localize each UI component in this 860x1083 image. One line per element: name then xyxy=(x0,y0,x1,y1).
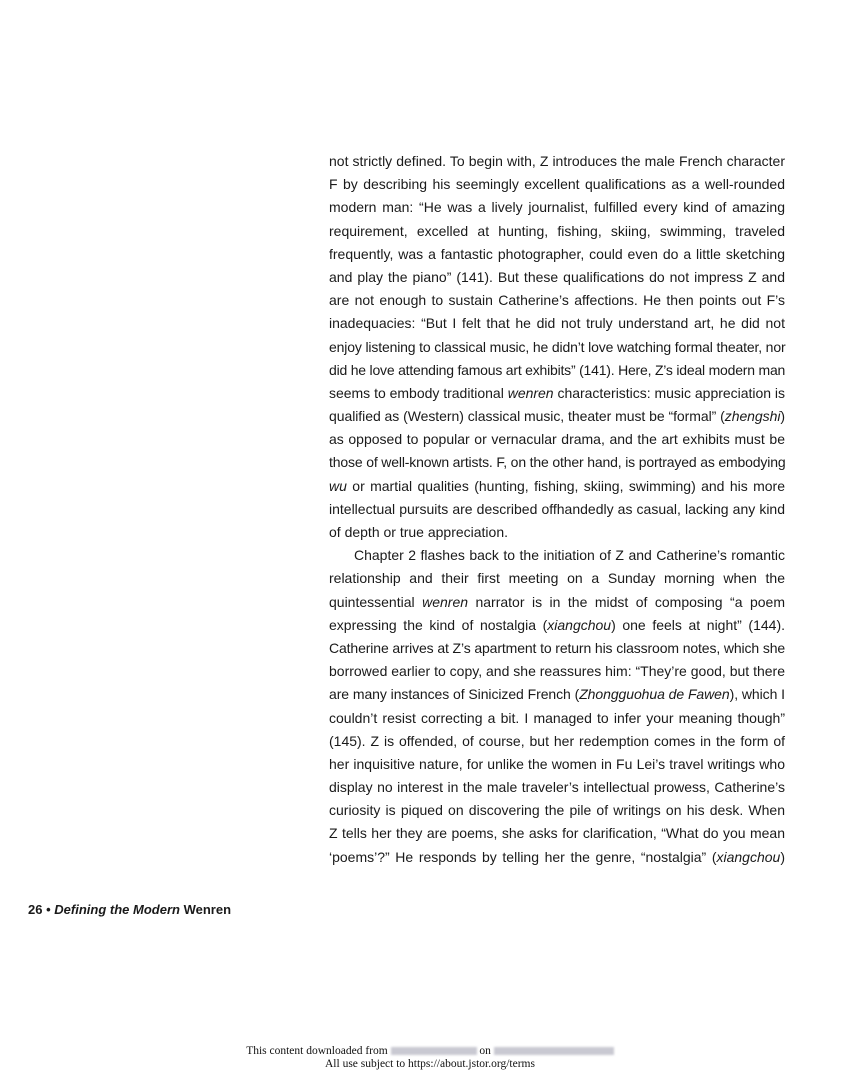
text-segment: ) one feels at night” (144). xyxy=(611,616,785,633)
text-line xyxy=(329,591,785,614)
italic-term: xiangchou xyxy=(716,848,781,865)
text-line xyxy=(329,846,785,869)
text-line xyxy=(329,289,785,312)
text-segment: intellectual pursuits are described offhandedly as casual, lacking any kind xyxy=(329,500,785,517)
text-segment: qualified as (Western) classical music, theater must be “formal” ( xyxy=(329,408,725,425)
text-segment: did he love attending famous art exhibits” (141). Here, Z’s ideal modern man xyxy=(329,361,786,378)
text-line xyxy=(329,567,785,590)
italic-term: Zhongguohua de Fawen xyxy=(579,686,730,703)
text-segment: expressing the kind of nostalgia ( xyxy=(329,616,548,633)
text-segment: are not enough to sustain Catherine’s affections. He then points out F’s xyxy=(329,292,785,309)
text-segment: those of well-known artists. F, on the other hand, is portrayed as embodying xyxy=(329,454,786,471)
download-line xyxy=(0,1045,860,1058)
text-line xyxy=(329,173,785,196)
text-segment: inadequacies: “But I felt that he did not truly understand art, he did not xyxy=(329,315,785,332)
text-line xyxy=(329,405,785,428)
italic-term: wenren xyxy=(422,593,469,610)
text-segment: of depth or true appreciation. xyxy=(329,524,509,540)
text-segment: F by describing his seemingly excellent qualifications as a well-rounded xyxy=(329,176,785,193)
text-line xyxy=(329,428,785,451)
text-segment: relationship and their first meeting on a Sunday morning when the xyxy=(329,570,785,587)
text-line xyxy=(329,521,785,544)
redacted-ip xyxy=(391,1047,477,1055)
jstor-notice xyxy=(0,1045,860,1071)
text-line xyxy=(329,730,785,753)
text-segment: couldn’t resist correcting a bit. I managed to infer your meaning though” xyxy=(329,709,785,726)
text-line xyxy=(329,196,785,219)
text-segment: frequently, was a fantastic photographer, could even do a little sketching xyxy=(329,245,785,262)
text-line xyxy=(329,544,785,567)
italic-term: xiangchou xyxy=(547,616,612,633)
italic-term: wu xyxy=(329,477,347,494)
text-segment: enjoy listening to classical music, he didn’t love watching formal theater, nor xyxy=(329,338,786,355)
text-segment: narrator is in the midst of composing “a poem xyxy=(468,593,785,610)
text-line xyxy=(329,312,785,335)
text-segment: Catherine arrives at Z’s apartment to return his classroom notes, which she xyxy=(329,639,786,656)
text-line xyxy=(329,382,785,405)
italic-term: zhengshi xyxy=(724,408,781,425)
text-line xyxy=(329,220,785,243)
text-segment: or martial qualities (hunting, fishing, skiing, swimming) and his more xyxy=(346,477,785,494)
book-title-wenren: Wenren xyxy=(183,902,232,917)
text-segment: curiosity is piqued on discovering the pile of writings on his desk. When xyxy=(329,802,785,819)
text-line xyxy=(329,336,785,359)
text-line xyxy=(329,614,785,637)
text-line xyxy=(329,359,785,382)
text-segment: and play the piano” (141). But these qualifications do not impress Z and xyxy=(329,268,785,285)
text-segment: her inquisitive nature, for unlike the women in Fu Lei’s travel writings who xyxy=(329,755,785,772)
text-segment: ), which I xyxy=(729,686,785,703)
text-line xyxy=(329,150,785,173)
redacted-timestamp xyxy=(494,1047,614,1055)
on-label: on xyxy=(479,1045,491,1057)
text-segment: borrowed earlier to copy, and she reassures him: “They’re good, but there xyxy=(329,663,785,680)
text-segment: modern man: “He was a lively journalist, fulfilled every kind of amazing xyxy=(329,199,785,216)
text-line xyxy=(329,451,785,474)
text-line xyxy=(329,475,785,498)
italic-term: wenren xyxy=(507,384,554,401)
text-segment: ‘poems’?” He responds by telling her the genre, “nostalgia” ( xyxy=(329,848,717,865)
running-footer xyxy=(28,902,231,917)
text-line xyxy=(329,799,785,822)
text-segment: as opposed to popular or vernacular drama, and the art exhibits must be xyxy=(329,431,785,448)
text-segment: not strictly defined. To begin with, Z introduces the male French character xyxy=(329,153,785,169)
text-segment: ) xyxy=(780,408,785,425)
text-segment: seems to embody traditional xyxy=(329,384,508,401)
text-segment: ) xyxy=(780,848,785,865)
text-segment: characteristics: music appreciation is xyxy=(553,384,785,401)
text-line xyxy=(329,498,785,521)
text-line xyxy=(329,683,785,706)
body-text xyxy=(329,150,785,869)
text-line xyxy=(329,753,785,776)
book-title: Defining the Modern xyxy=(54,902,180,917)
text-segment: display no interest in the male traveler’s intellectual prowess, Catherine’s xyxy=(329,779,785,796)
text-segment: (145). Z is offended, of course, but her redemption comes in the form of xyxy=(329,732,785,749)
text-segment: quintessential xyxy=(329,593,423,610)
text-segment: requirement, excelled at hunting, fishing, skiing, swimming, traveled xyxy=(329,222,785,239)
text-segment: Chapter 2 flashes back to the initiation of Z and Catherine’s romantic xyxy=(354,547,785,564)
page-number: 26 xyxy=(28,902,43,917)
text-segment: Z tells her they are poems, she asks for clarification, “What do you mean xyxy=(329,825,785,842)
downloaded-from-label: This content downloaded from xyxy=(246,1045,388,1057)
text-segment: are many instances of Sinicized French ( xyxy=(329,686,580,703)
text-line xyxy=(329,266,785,289)
text-line xyxy=(329,243,785,266)
bullet: • xyxy=(46,902,51,917)
text-line xyxy=(329,707,785,730)
terms-line: All use subject to https://about.jstor.org/terms xyxy=(325,1058,535,1070)
text-line xyxy=(329,637,785,660)
text-line xyxy=(329,660,785,683)
text-line xyxy=(329,822,785,845)
text-line xyxy=(329,776,785,799)
